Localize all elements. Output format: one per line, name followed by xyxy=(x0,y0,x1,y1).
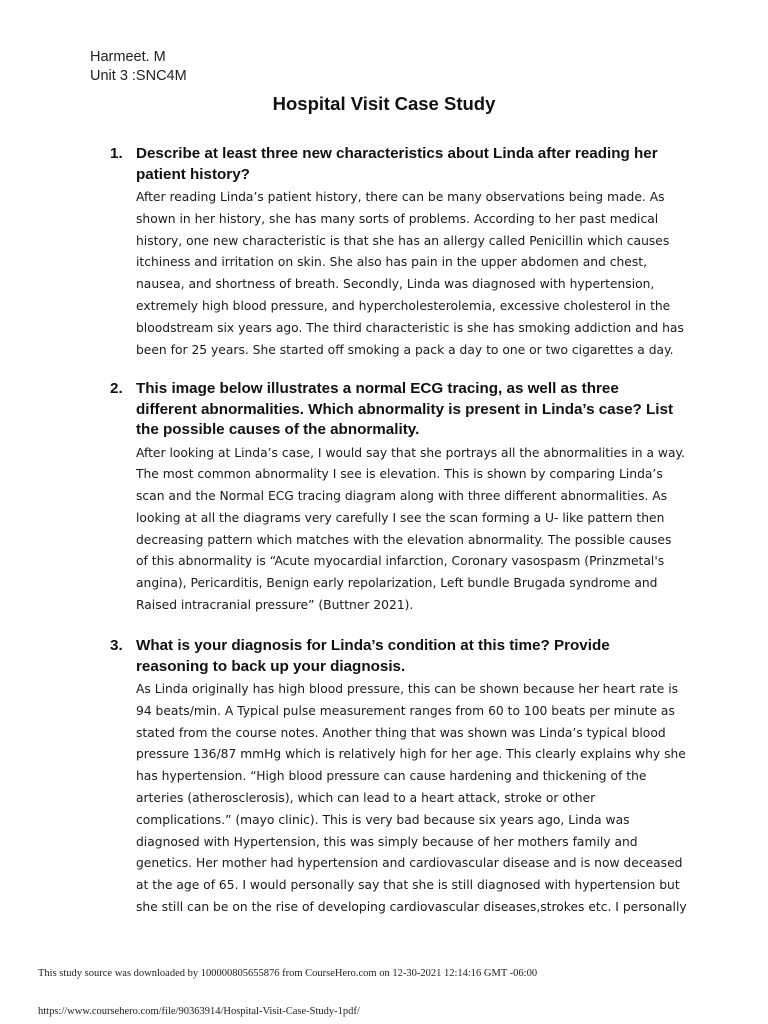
answer-2-line: angina), Pericarditis, Benign early repolarization, Left bundle Brugada syndrome and xyxy=(136,576,658,591)
answer-3-line: arteries (atherosclerosis), which can lead to a heart attack, stroke or other xyxy=(136,790,596,805)
answer-2-line: decreasing pattern which matches with the elevation abnormality. The possible causes xyxy=(136,532,672,547)
answer-2-line: After looking at Linda’s case, I would say that she portrays all the abnormalities in a way. xyxy=(136,445,685,460)
answer-3-line: at the age of 65. I would personally say that she is still diagnosed with hypertension but xyxy=(136,878,680,893)
answer-1 xyxy=(136,187,690,361)
answer-2-line: looking at all the diagrams very carefully I see the scan forming a U- like pattern then xyxy=(136,510,665,525)
question-1-number: 1. xyxy=(110,145,123,162)
question-1 xyxy=(110,144,690,361)
page-title: Hospital Visit Case Study xyxy=(272,93,496,114)
question-3-line: reasoning to back up your diagnosis. xyxy=(136,657,406,675)
answer-3-line: 94 beats/min. A Typical pulse measurement ranges from 60 to 100 beats per minute as xyxy=(136,703,675,718)
answer-1-line: history, one new characteristic is that she has an allergy called Penicillin which causes xyxy=(136,233,670,248)
answer-1-line: shown in her history, she has many sorts of problems. According to her past medical xyxy=(136,211,659,226)
answer-1-line: bloodstream six years ago. The third characteristic is she has smoking addiction and has xyxy=(136,320,684,335)
question-1-heading xyxy=(110,144,690,185)
question-2-line: This image below illustrates a normal ECG tracing, as well as three xyxy=(136,380,619,397)
answer-3-line: has hypertension. “High blood pressure can cause hardening and thickening of the xyxy=(136,769,647,784)
question-3-heading xyxy=(110,636,690,677)
author-block xyxy=(90,48,187,86)
question-3 xyxy=(110,636,690,919)
answer-2-line: of this abnormality is “Acute myocardial infarction, Coronary vasospasm (Prinzmetal's xyxy=(136,554,665,569)
answer-3-line: pressure 136/87 mmHg which is relatively high for her age. This clearly explains why she xyxy=(136,747,686,762)
answer-2-line: The most common abnormality I see is elevation. This is shown by comparing Linda’s xyxy=(136,467,663,482)
question-2 xyxy=(110,379,690,617)
question-1-line: patient history? xyxy=(136,165,250,183)
question-2-line: different abnormalities. Which abnormality is present in Linda’s case? List xyxy=(136,400,674,418)
answer-2-line: Raised intracranial pressure” (Buttner 2021). xyxy=(136,598,414,613)
question-3-number: 3. xyxy=(110,637,123,654)
answer-3-line: As Linda originally has high blood pressure, this can be shown because her heart rate is xyxy=(136,682,679,696)
answer-3 xyxy=(136,679,690,919)
author-name: Harmeet. M xyxy=(90,49,166,65)
answer-1-line: itchiness and irritation on skin. She also has pain in the upper abdomen and chest, xyxy=(136,255,647,270)
question-2-number: 2. xyxy=(110,380,123,397)
answer-1-line: extremely high blood pressure, and hypercholesterolemia, excessive cholesterol in the xyxy=(136,298,671,313)
answer-2-line: scan and the Normal ECG tracing diagram along with three different abnormalities. As xyxy=(136,489,668,504)
question-2-line: the possible causes of the abnormality. xyxy=(136,421,420,438)
answer-3-line: she still can be on the rise of developing cardiovascular diseases,strokes etc. I personally xyxy=(136,899,687,914)
question-2-heading xyxy=(110,379,690,441)
question-1-line: Describe at least three new characteristics about Linda after reading her xyxy=(136,145,658,162)
answer-2 xyxy=(136,443,690,617)
answer-1-line: After reading Linda’s patient history, there can be many observations being made. As xyxy=(136,190,665,204)
answer-3-line: genetics. Her mother had hypertension and cardiovascular disease and is now deceased xyxy=(136,856,683,871)
answer-1-line: nausea, and shortness of breath. Secondly, Linda was diagnosed with hypertension, xyxy=(136,277,655,292)
source-url: https://www.coursehero.com/file/90363914/Hospital-Visit-Case-Study-1pdf/ xyxy=(38,1006,360,1017)
answer-3-line: diagnosed with Hypertension, this was simply because of her mothers family and xyxy=(136,834,638,849)
unit-label: Unit 3 :SNC4M xyxy=(90,68,187,84)
download-source-note: This study source was downloaded by 100000805655876 from CourseHero.com on 12-30-2021 12:14:16 GMT -06:00 xyxy=(38,968,538,979)
answer-3-line: stated from the course notes. Another thing that was shown was Linda’s typical blood xyxy=(136,725,666,740)
answer-3-line: complications.” (mayo clinic). This is very bad because six years ago, Linda was xyxy=(136,812,630,827)
question-3-line: What is your diagnosis for Linda’s condition at this time? Provide xyxy=(136,637,610,654)
answer-1-line: been for 25 years. She started off smoking a pack a day to one or two cigarettes a day. xyxy=(136,342,674,357)
